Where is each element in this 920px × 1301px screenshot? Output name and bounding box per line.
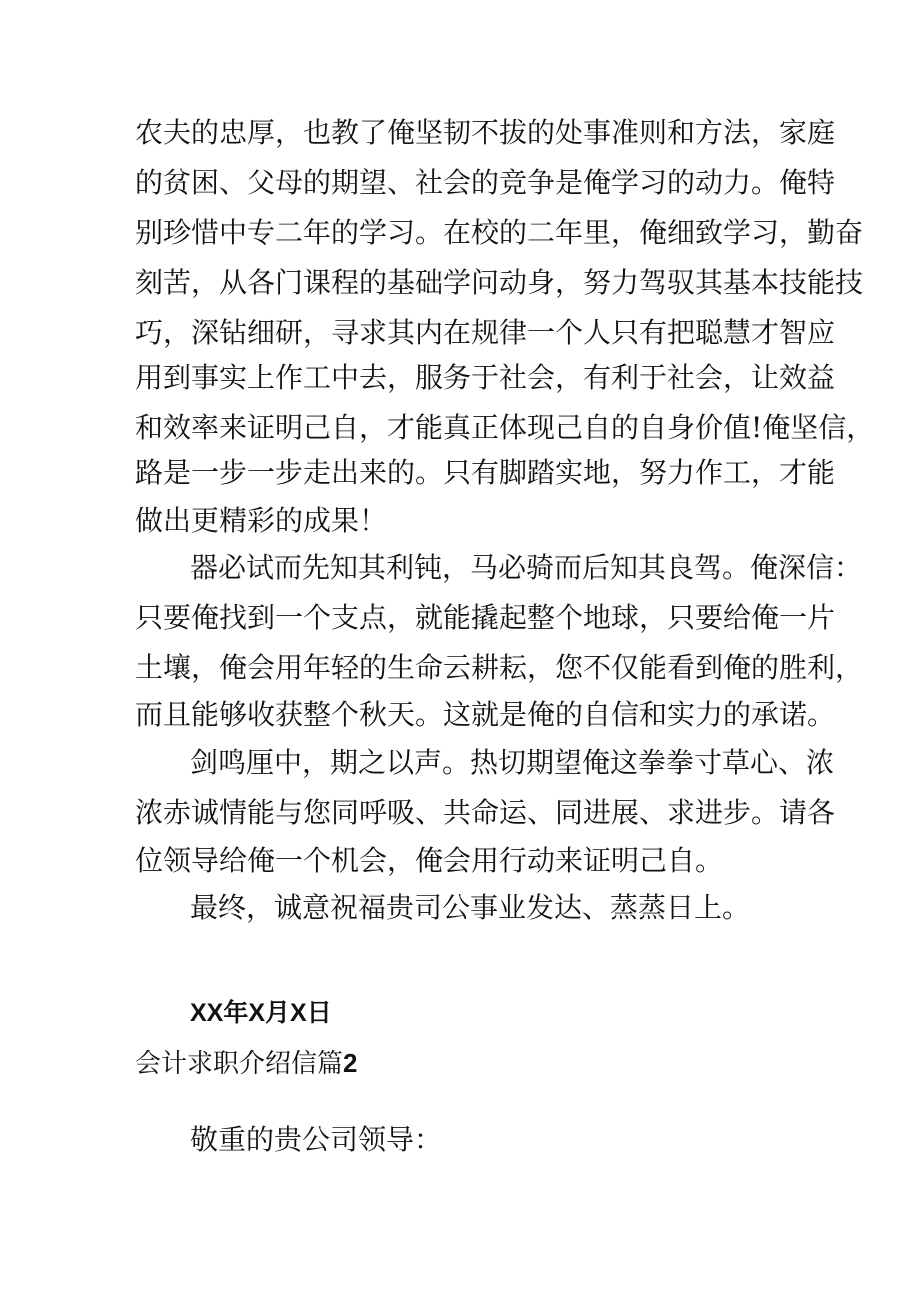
paragraph-4-line-1: 最终，诚意祝福贵司公事业发达、蒸蒸日上。 — [190, 891, 751, 924]
paragraph-1-line-7: 和效率来证明己自，才能真正体现己自的自身价值!俺坚信， — [135, 411, 875, 444]
section-heading-number: 2 — [343, 1048, 358, 1078]
paragraph-1-line-5: 巧，深钻细研，寻求其内在规律一个人只有把聪慧才智应 — [135, 316, 836, 349]
paragraph-1-line-4: 刻苦，从各门课程的基础学问动身，努力驾驭其基本技能技 — [135, 266, 864, 299]
paragraph-3-line-3: 位领导给俺一个机会，俺会用行动来证明己自。 — [135, 844, 724, 877]
paragraph-1-line-2: 的贫困、父母的期望、社会的竞争是俺学习的动力。俺特 — [135, 166, 836, 199]
paragraph-1-line-3: 别珍惜中专二年的学习。在校的二年里，俺细致学习，勤奋 — [135, 216, 864, 249]
paragraph-1-line-9: 做出更精彩的成果！ — [135, 504, 388, 537]
paragraph-2-line-3: 土壤，俺会用年轻的生命云耕耘，您不仅能看到俺的胜利， — [135, 651, 864, 684]
salutation: 敬重的贵公司领导： — [190, 1123, 443, 1156]
paragraph-3-line-2: 浓赤诚情能与您同呼吸、共命运、同进展、求进步。请各 — [135, 796, 836, 829]
section-heading-text: 会计求职介绍信篇 — [135, 1049, 344, 1079]
paragraph-1-line-1: 农夫的忠厚，也教了俺坚韧不拔的处事准则和方法，家庭 — [135, 116, 836, 149]
letter-date: XX年X月X日 — [190, 999, 332, 1027]
section-heading — [135, 1046, 357, 1081]
paragraph-1-line-6: 用到事实上作工中去，服务于社会，有利于社会，让效益 — [135, 361, 836, 394]
paragraph-2-line-1: 器必试而先知其利钝，马必骑而后知其良驾。俺深信： — [190, 551, 863, 584]
paragraph-2-line-4: 而且能够收获整个秋天。这就是俺的自信和实力的承诺。 — [135, 698, 836, 731]
paragraph-1-line-8: 路是一步一步走出来的。只有脚踏实地，努力作工，才能 — [135, 456, 836, 489]
paragraph-2-line-2: 只要俺找到一个支点，就能撬起整个地球，只要给俺一片 — [135, 601, 836, 634]
paragraph-3-line-1: 剑鸣厘中，期之以声。热切期望俺这拳拳寸草心、浓 — [190, 746, 835, 779]
